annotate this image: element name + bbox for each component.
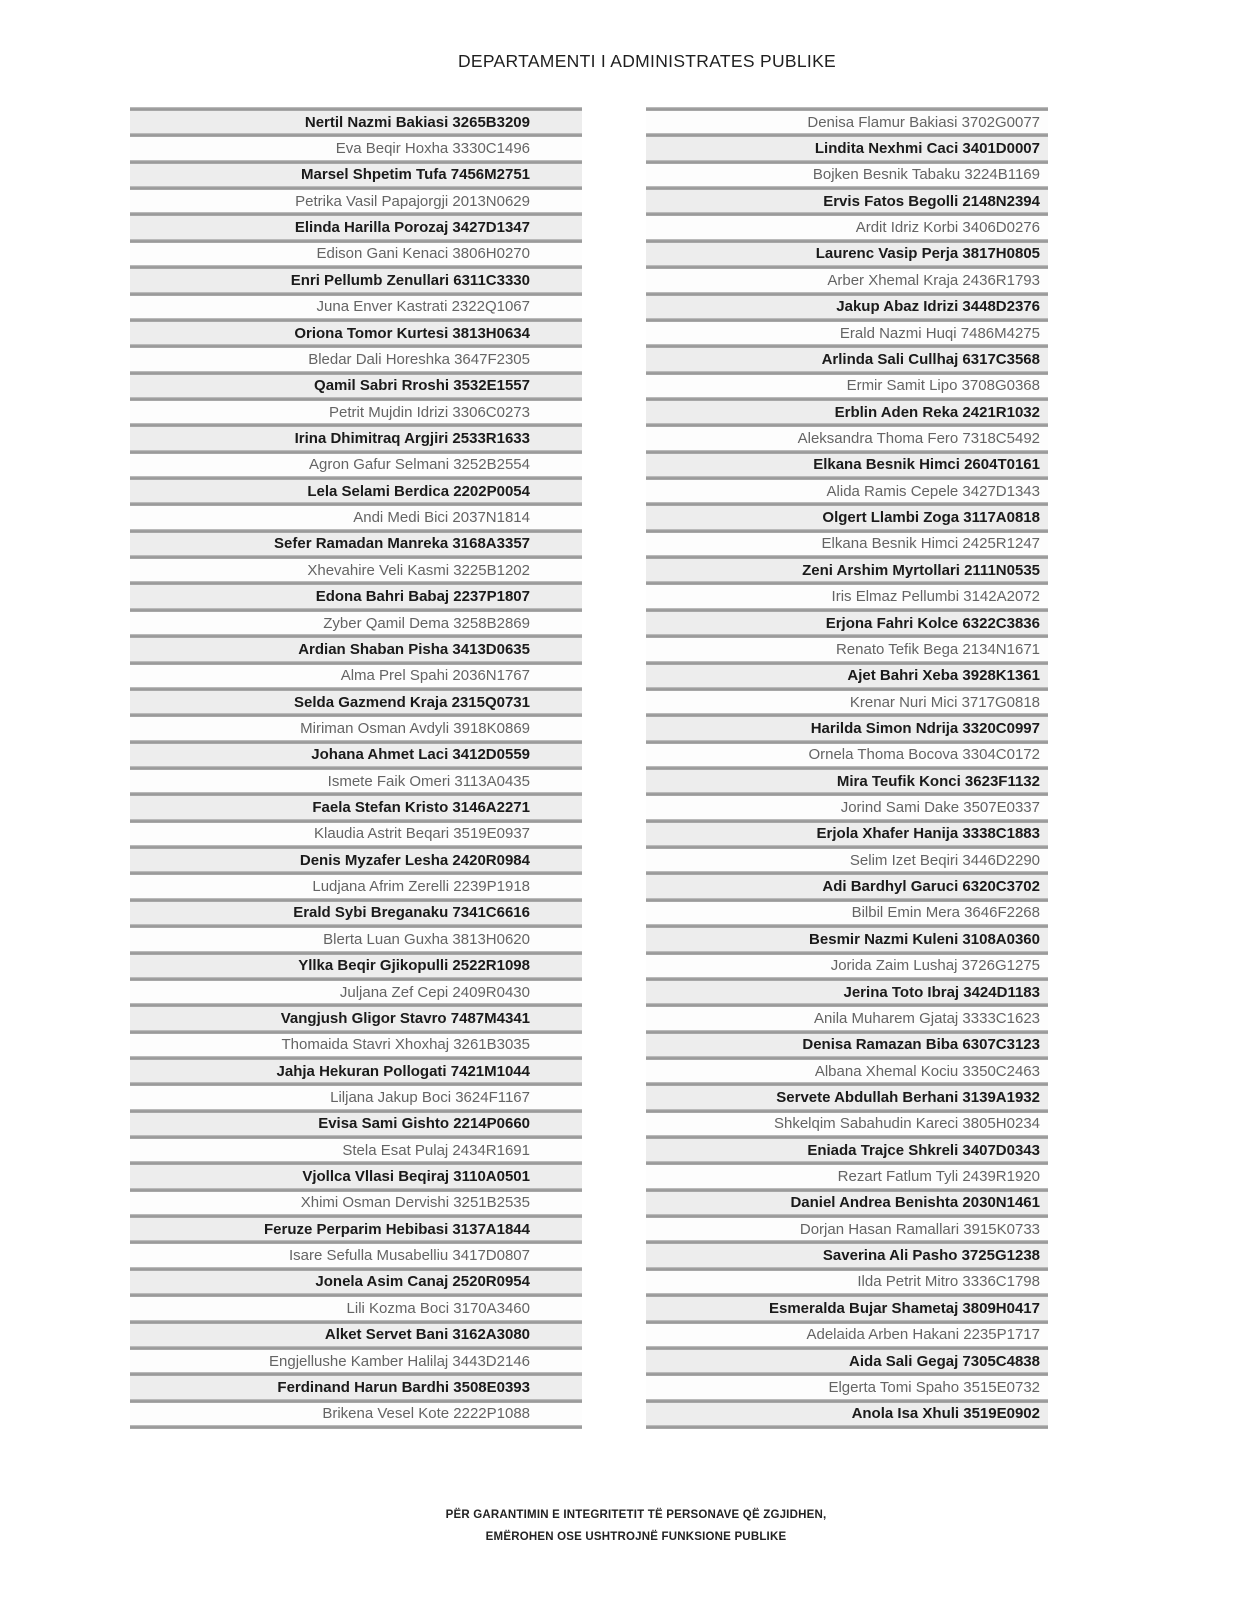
- list-item: Adi Bardhyl Garuci 6320C3702: [646, 875, 1048, 897]
- list-item: Vangjush Gligor Stavro 7487M4341: [130, 1007, 582, 1029]
- list-item: Laurenc Vasip Perja 3817H0805: [646, 243, 1048, 265]
- page-footer: [336, 1505, 936, 1548]
- list-item: Brikena Vesel Kote 2222P1088: [130, 1403, 582, 1425]
- list-item: Jonela Asim Canaj 2520R0954: [130, 1271, 582, 1293]
- list-item: Sefer Ramadan Manreka 3168A3357: [130, 533, 582, 555]
- list-item: Andi Medi Bici 2037N1814: [130, 506, 582, 528]
- list-item: Denisa Flamur Bakiasi 3702G0077: [646, 111, 1048, 133]
- list-item: Lindita Nexhmi Caci 3401D0007: [646, 137, 1048, 159]
- list-item: Adelaida Arben Hakani 2235P1717: [646, 1324, 1048, 1346]
- list-item: Petrika Vasil Papajorgji 2013N0629: [130, 190, 582, 212]
- list-item: Arber Xhemal Kraja 2436R1793: [646, 269, 1048, 291]
- list-item: Ermir Samit Lipo 3708G0368: [646, 375, 1048, 397]
- list-item: Miriman Osman Avdyli 3918K0869: [130, 717, 582, 739]
- list-item: Denis Myzafer Lesha 2420R0984: [130, 849, 582, 871]
- list-item: Lili Kozma Boci 3170A3460: [130, 1297, 582, 1319]
- list-item: Renato Tefik Bega 2134N1671: [646, 638, 1048, 660]
- list-item: Alida Ramis Cepele 3427D1343: [646, 480, 1048, 502]
- list-item: Erald Sybi Breganaku 7341C6616: [130, 902, 582, 924]
- list-item: Jakup Abaz Idrizi 3448D2376: [646, 296, 1048, 318]
- list-item: Anola Isa Xhuli 3519E0902: [646, 1403, 1048, 1425]
- list-item: Feruze Perparim Hebibasi 3137A1844: [130, 1218, 582, 1240]
- list-item: Harilda Simon Ndrija 3320C0997: [646, 717, 1048, 739]
- list-item: Klaudia Astrit Beqari 3519E0937: [130, 823, 582, 845]
- list-item: Erald Nazmi Huqi 7486M4275: [646, 322, 1048, 344]
- list-item: Selda Gazmend Kraja 2315Q0731: [130, 691, 582, 713]
- list-item: Alma Prel Spahi 2036N1767: [130, 665, 582, 687]
- list-item: Elgerta Tomi Spaho 3515E0732: [646, 1376, 1048, 1398]
- list-item: Thomaida Stavri Xhoxhaj 3261B3035: [130, 1034, 582, 1056]
- list-item: Johana Ahmet Laci 3412D0559: [130, 744, 582, 766]
- list-item: Marsel Shpetim Tufa 7456M2751: [130, 164, 582, 186]
- list-item: Besmir Nazmi Kuleni 3108A0360: [646, 928, 1048, 950]
- list-item: Agron Gafur Selmani 3252B2554: [130, 454, 582, 476]
- list-item: Dorjan Hasan Ramallari 3915K0733: [646, 1218, 1048, 1240]
- list-item: Alket Servet Bani 3162A3080: [130, 1324, 582, 1346]
- list-item: Bilbil Emin Mera 3646F2268: [646, 902, 1048, 924]
- list-item: Arlinda Sali Cullhaj 6317C3568: [646, 348, 1048, 370]
- list-item: Faela Stefan Kristo 3146A2271: [130, 796, 582, 818]
- row-separator: [646, 1425, 1048, 1429]
- list-item: Selim Izet Beqiri 3446D2290: [646, 849, 1048, 871]
- roster-column-right: [646, 107, 1048, 1429]
- list-item: Oriona Tomor Kurtesi 3813H0634: [130, 322, 582, 344]
- list-item: Erjona Fahri Kolce 6322C3836: [646, 612, 1048, 634]
- list-item: Isare Sefulla Musabelliu 3417D0807: [130, 1244, 582, 1266]
- list-item: Ilda Petrit Mitro 3336C1798: [646, 1271, 1048, 1293]
- list-item: Aida Sali Gegaj 7305C4838: [646, 1350, 1048, 1372]
- row-separator: [130, 1425, 582, 1429]
- list-item: Edona Bahri Babaj 2237P1807: [130, 585, 582, 607]
- list-item: Ismete Faik Omeri 3113A0435: [130, 770, 582, 792]
- list-item: Iris Elmaz Pellumbi 3142A2072: [646, 585, 1048, 607]
- footer-line-2: EMËROHEN OSE USHTROJNË FUNKSIONE PUBLIKE: [485, 1530, 787, 1543]
- list-item: Bojken Besnik Tabaku 3224B1169: [646, 164, 1048, 186]
- list-item: Daniel Andrea Benishta 2030N1461: [646, 1192, 1048, 1214]
- list-item: Petrit Mujdin Idrizi 3306C0273: [130, 401, 582, 423]
- list-item: Eniada Trajce Shkreli 3407D0343: [646, 1139, 1048, 1161]
- list-item: Blerta Luan Guxha 3813H0620: [130, 928, 582, 950]
- list-item: Krenar Nuri Mici 3717G0818: [646, 691, 1048, 713]
- list-item: Yllka Beqir Gjikopulli 2522R1098: [130, 955, 582, 977]
- list-item: Denisa Ramazan Biba 6307C3123: [646, 1034, 1048, 1056]
- list-item: Erblin Aden Reka 2421R1032: [646, 401, 1048, 423]
- list-item: Ludjana Afrim Zerelli 2239P1918: [130, 875, 582, 897]
- list-item: Erjola Xhafer Hanija 3338C1883: [646, 823, 1048, 845]
- list-item: Edison Gani Kenaci 3806H0270: [130, 243, 582, 265]
- list-item: Xhevahire Veli Kasmi 3225B1202: [130, 559, 582, 581]
- roster-column-left: [130, 107, 582, 1429]
- list-item: Albana Xhemal Kociu 3350C2463: [646, 1060, 1048, 1082]
- list-item: Engjellushe Kamber Halilaj 3443D2146: [130, 1350, 582, 1372]
- list-item: Saverina Ali Pasho 3725G1238: [646, 1244, 1048, 1266]
- list-item: Ardit Idriz Korbi 3406D0276: [646, 216, 1048, 238]
- list-item: Eva Beqir Hoxha 3330C1496: [130, 137, 582, 159]
- list-item: Juljana Zef Cepi 2409R0430: [130, 981, 582, 1003]
- list-item: Aleksandra Thoma Fero 7318C5492: [646, 427, 1048, 449]
- list-item: Evisa Sami Gishto 2214P0660: [130, 1113, 582, 1135]
- list-item: Elkana Besnik Himci 2425R1247: [646, 533, 1048, 555]
- list-item: Olgert Llambi Zoga 3117A0818: [646, 506, 1048, 528]
- list-item: Zyber Qamil Dema 3258B2869: [130, 612, 582, 634]
- list-item: Vjollca Vllasi Beqiraj 3110A0501: [130, 1165, 582, 1187]
- list-item: Jahja Hekuran Pollogati 7421M1044: [130, 1060, 582, 1082]
- list-item: Elkana Besnik Himci 2604T0161: [646, 454, 1048, 476]
- list-item: Zeni Arshim Myrtollari 2111N0535: [646, 559, 1048, 581]
- page-title: DEPARTAMENTI I ADMINISTRATES PUBLIKE: [457, 51, 837, 71]
- list-item: Ferdinand Harun Bardhi 3508E0393: [130, 1376, 582, 1398]
- list-item: Ajet Bahri Xeba 3928K1361: [646, 665, 1048, 687]
- list-item: Enri Pellumb Zenullari 6311C3330: [130, 269, 582, 291]
- footer-line-1: PËR GARANTIMIN E INTEGRITETIT TË PERSONAVE QË ZGJIDHEN,: [445, 1509, 827, 1521]
- list-item: Jerina Toto Ibraj 3424D1183: [646, 981, 1048, 1003]
- list-item: Xhimi Osman Dervishi 3251B2535: [130, 1192, 582, 1214]
- list-item: Irina Dhimitraq Argjiri 2533R1633: [130, 427, 582, 449]
- list-item: Qamil Sabri Rroshi 3532E1557: [130, 375, 582, 397]
- list-item: Shkelqim Sabahudin Kareci 3805H0234: [646, 1113, 1048, 1135]
- list-item: Servete Abdullah Berhani 3139A1932: [646, 1086, 1048, 1108]
- list-item: Ornela Thoma Bocova 3304C0172: [646, 744, 1048, 766]
- list-item: Ervis Fatos Begolli 2148N2394: [646, 190, 1048, 212]
- list-item: Lela Selami Berdica 2202P0054: [130, 480, 582, 502]
- list-item: Anila Muharem Gjataj 3333C1623: [646, 1007, 1048, 1029]
- list-item: Liljana Jakup Boci 3624F1167: [130, 1086, 582, 1108]
- list-item: Rezart Fatlum Tyli 2439R1920: [646, 1165, 1048, 1187]
- list-item: Juna Enver Kastrati 2322Q1067: [130, 296, 582, 318]
- list-item: Elinda Harilla Porozaj 3427D1347: [130, 216, 582, 238]
- list-item: Esmeralda Bujar Shametaj 3809H0417: [646, 1297, 1048, 1319]
- list-item: Ardian Shaban Pisha 3413D0635: [130, 638, 582, 660]
- list-item: Stela Esat Pulaj 2434R1691: [130, 1139, 582, 1161]
- list-item: Nertil Nazmi Bakiasi 3265B3209: [130, 111, 582, 133]
- list-item: Jorind Sami Dake 3507E0337: [646, 796, 1048, 818]
- list-item: Mira Teufik Konci 3623F1132: [646, 770, 1048, 792]
- list-item: Bledar Dali Horeshka 3647F2305: [130, 348, 582, 370]
- list-item: Jorida Zaim Lushaj 3726G1275: [646, 955, 1048, 977]
